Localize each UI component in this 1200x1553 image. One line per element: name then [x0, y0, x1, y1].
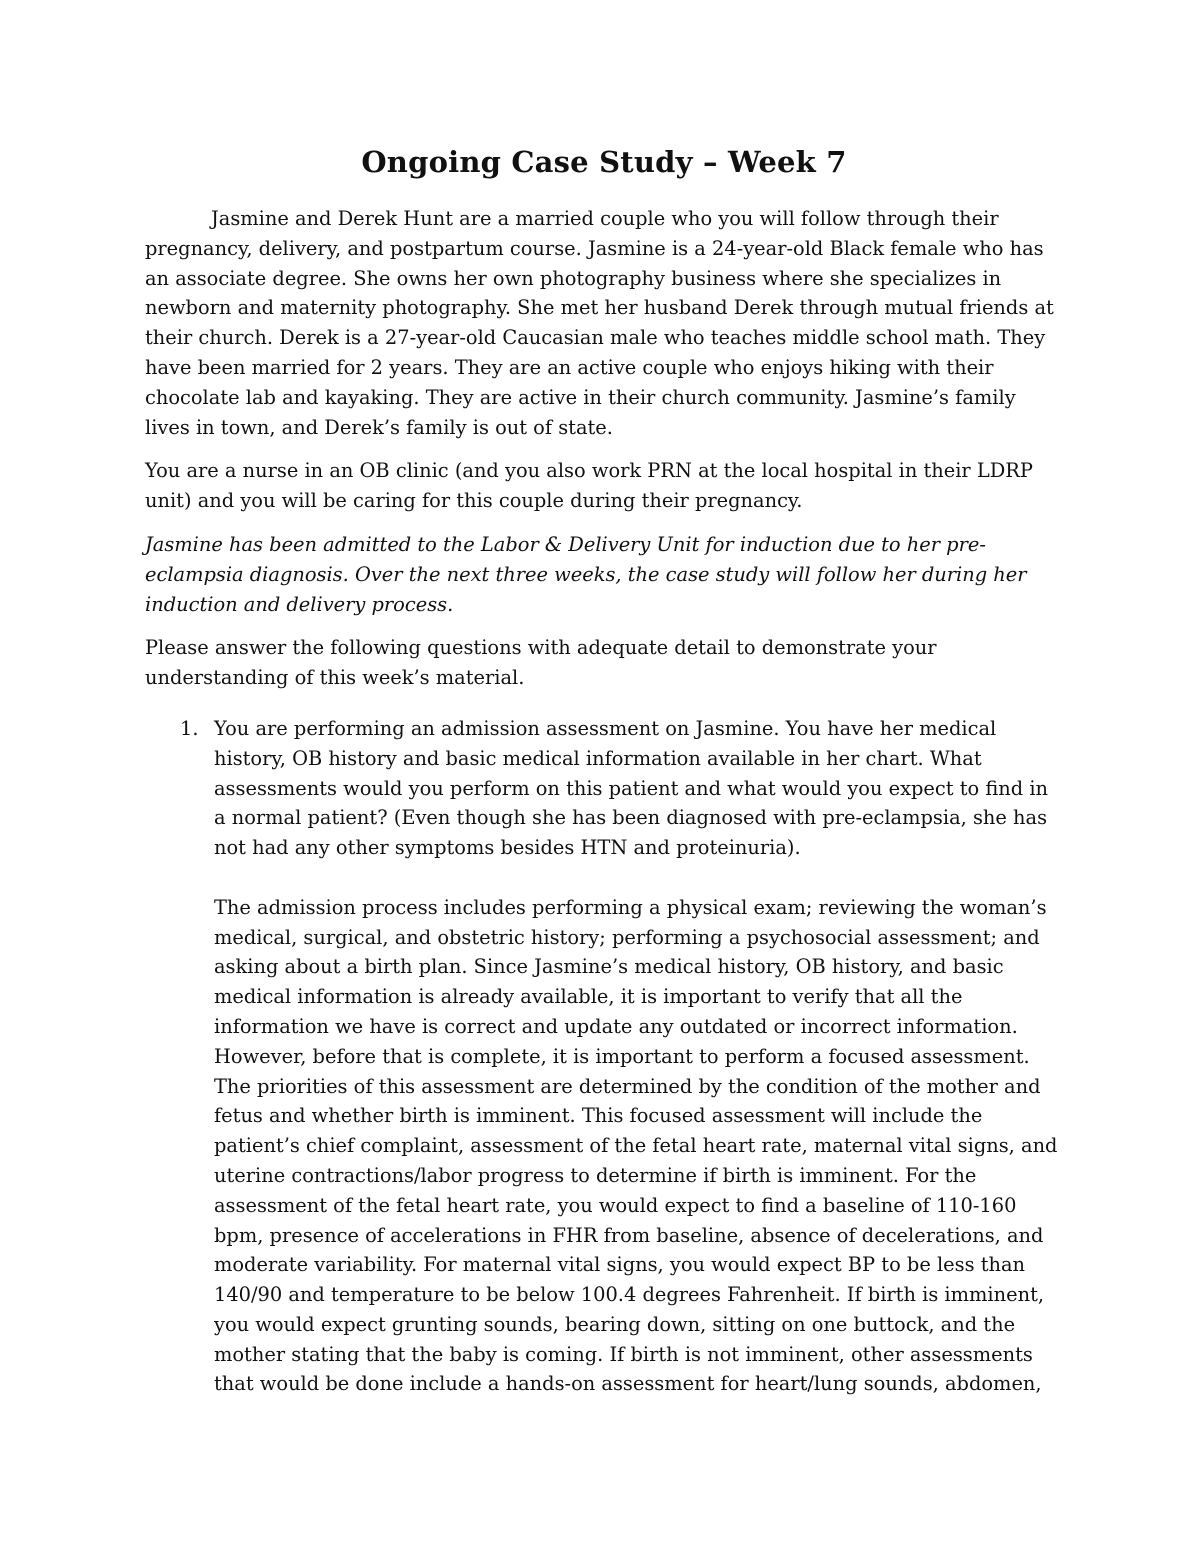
- document-title: Ongoing Case Study – Week 7: [361, 145, 847, 179]
- question-item-1: [180, 714, 1063, 1399]
- nurse-role-paragraph: You are a nurse in an OB clinic (and you also work PRN at the local hospital in their LDRP unit) and you will be caring for this couple during their pregnancy.: [145, 459, 1033, 513]
- scenario-paragraph: Jasmine has been admitted to the Labor & Delivery Unit for induction due to her pre-eclampsia diagnosis. Over the next three weeks, the case study will follow her during her induction and delivery process.: [145, 532, 1027, 616]
- question-text: You are performing an admission assessment on Jasmine. You have her medical history, OB history and basic medical information available in her chart. What assessments would you perform on this patient and what would you expect to find in a normal patient? (Even though she has been diagnosed with pre-eclampsia, she has not had any other symptoms besides HTN and proteinuria).: [214, 716, 1049, 860]
- question-list: [145, 714, 1063, 1399]
- instructions-paragraph: Please answer the following questions with adequate detail to demonstrate your understanding of this week’s material.: [145, 636, 937, 690]
- document-content: [145, 142, 1063, 1399]
- intro-paragraph: Jasmine and Derek Hunt are a married couple who you will follow through their pregnancy, delivery, and postpartum course. Jasmine is a 24-year-old Black female who has an associate degree. She owns her own photography business where she specializes in newborn and maternity photography. She met her husband Derek through mutual friends at their church. Derek is a 27-year-old Caucasian male who teaches middle school math. They have been married for 2 years. They are an active couple who enjoys hiking with their chocolate lab and kayaking. They are active in their church community. Jasmine’s family lives in town, and Derek’s family is out of state.: [145, 207, 1054, 439]
- question-number: 1.: [180, 716, 199, 740]
- answer-text: The admission process includes performing a physical exam; reviewing the woman’s medical, surgical, and obstetric history; performing a psychosocial assessment; and asking about a birth plan. Since Jasmine’s medical history, OB history, and basic medical information is already available, it is important to verify that all the information we have is correct and update any outdated or incorrect information. However, before that is complete, it is important to perform a focused assessment. The priorities of this assessment are determined by the condition of the mother and fetus and whether birth is imminent. This focused assessment will include the patient’s chief complaint, assessment of the fetal heart rate, maternal vital signs, and uterine contractions/labor progress to determine if birth is imminent. For the assessment of the fetal heart rate, you would expect to find a baseline of 110-160 bpm, presence of accelerations in FHR from baseline, absence of decelerations, and moderate variability. For maternal vital signs, you would expect BP to be less than 140/90 and temperature to be below 100.4 degrees Fahrenheit. If birth is imminent, you would expect grunting sounds, bearing down, sitting on one buttock, and the mother stating that the baby is coming. If birth is not imminent, other assessments that would be done include a hands-on assessment for heart/lung sounds, abdomen,: [214, 895, 1058, 1396]
